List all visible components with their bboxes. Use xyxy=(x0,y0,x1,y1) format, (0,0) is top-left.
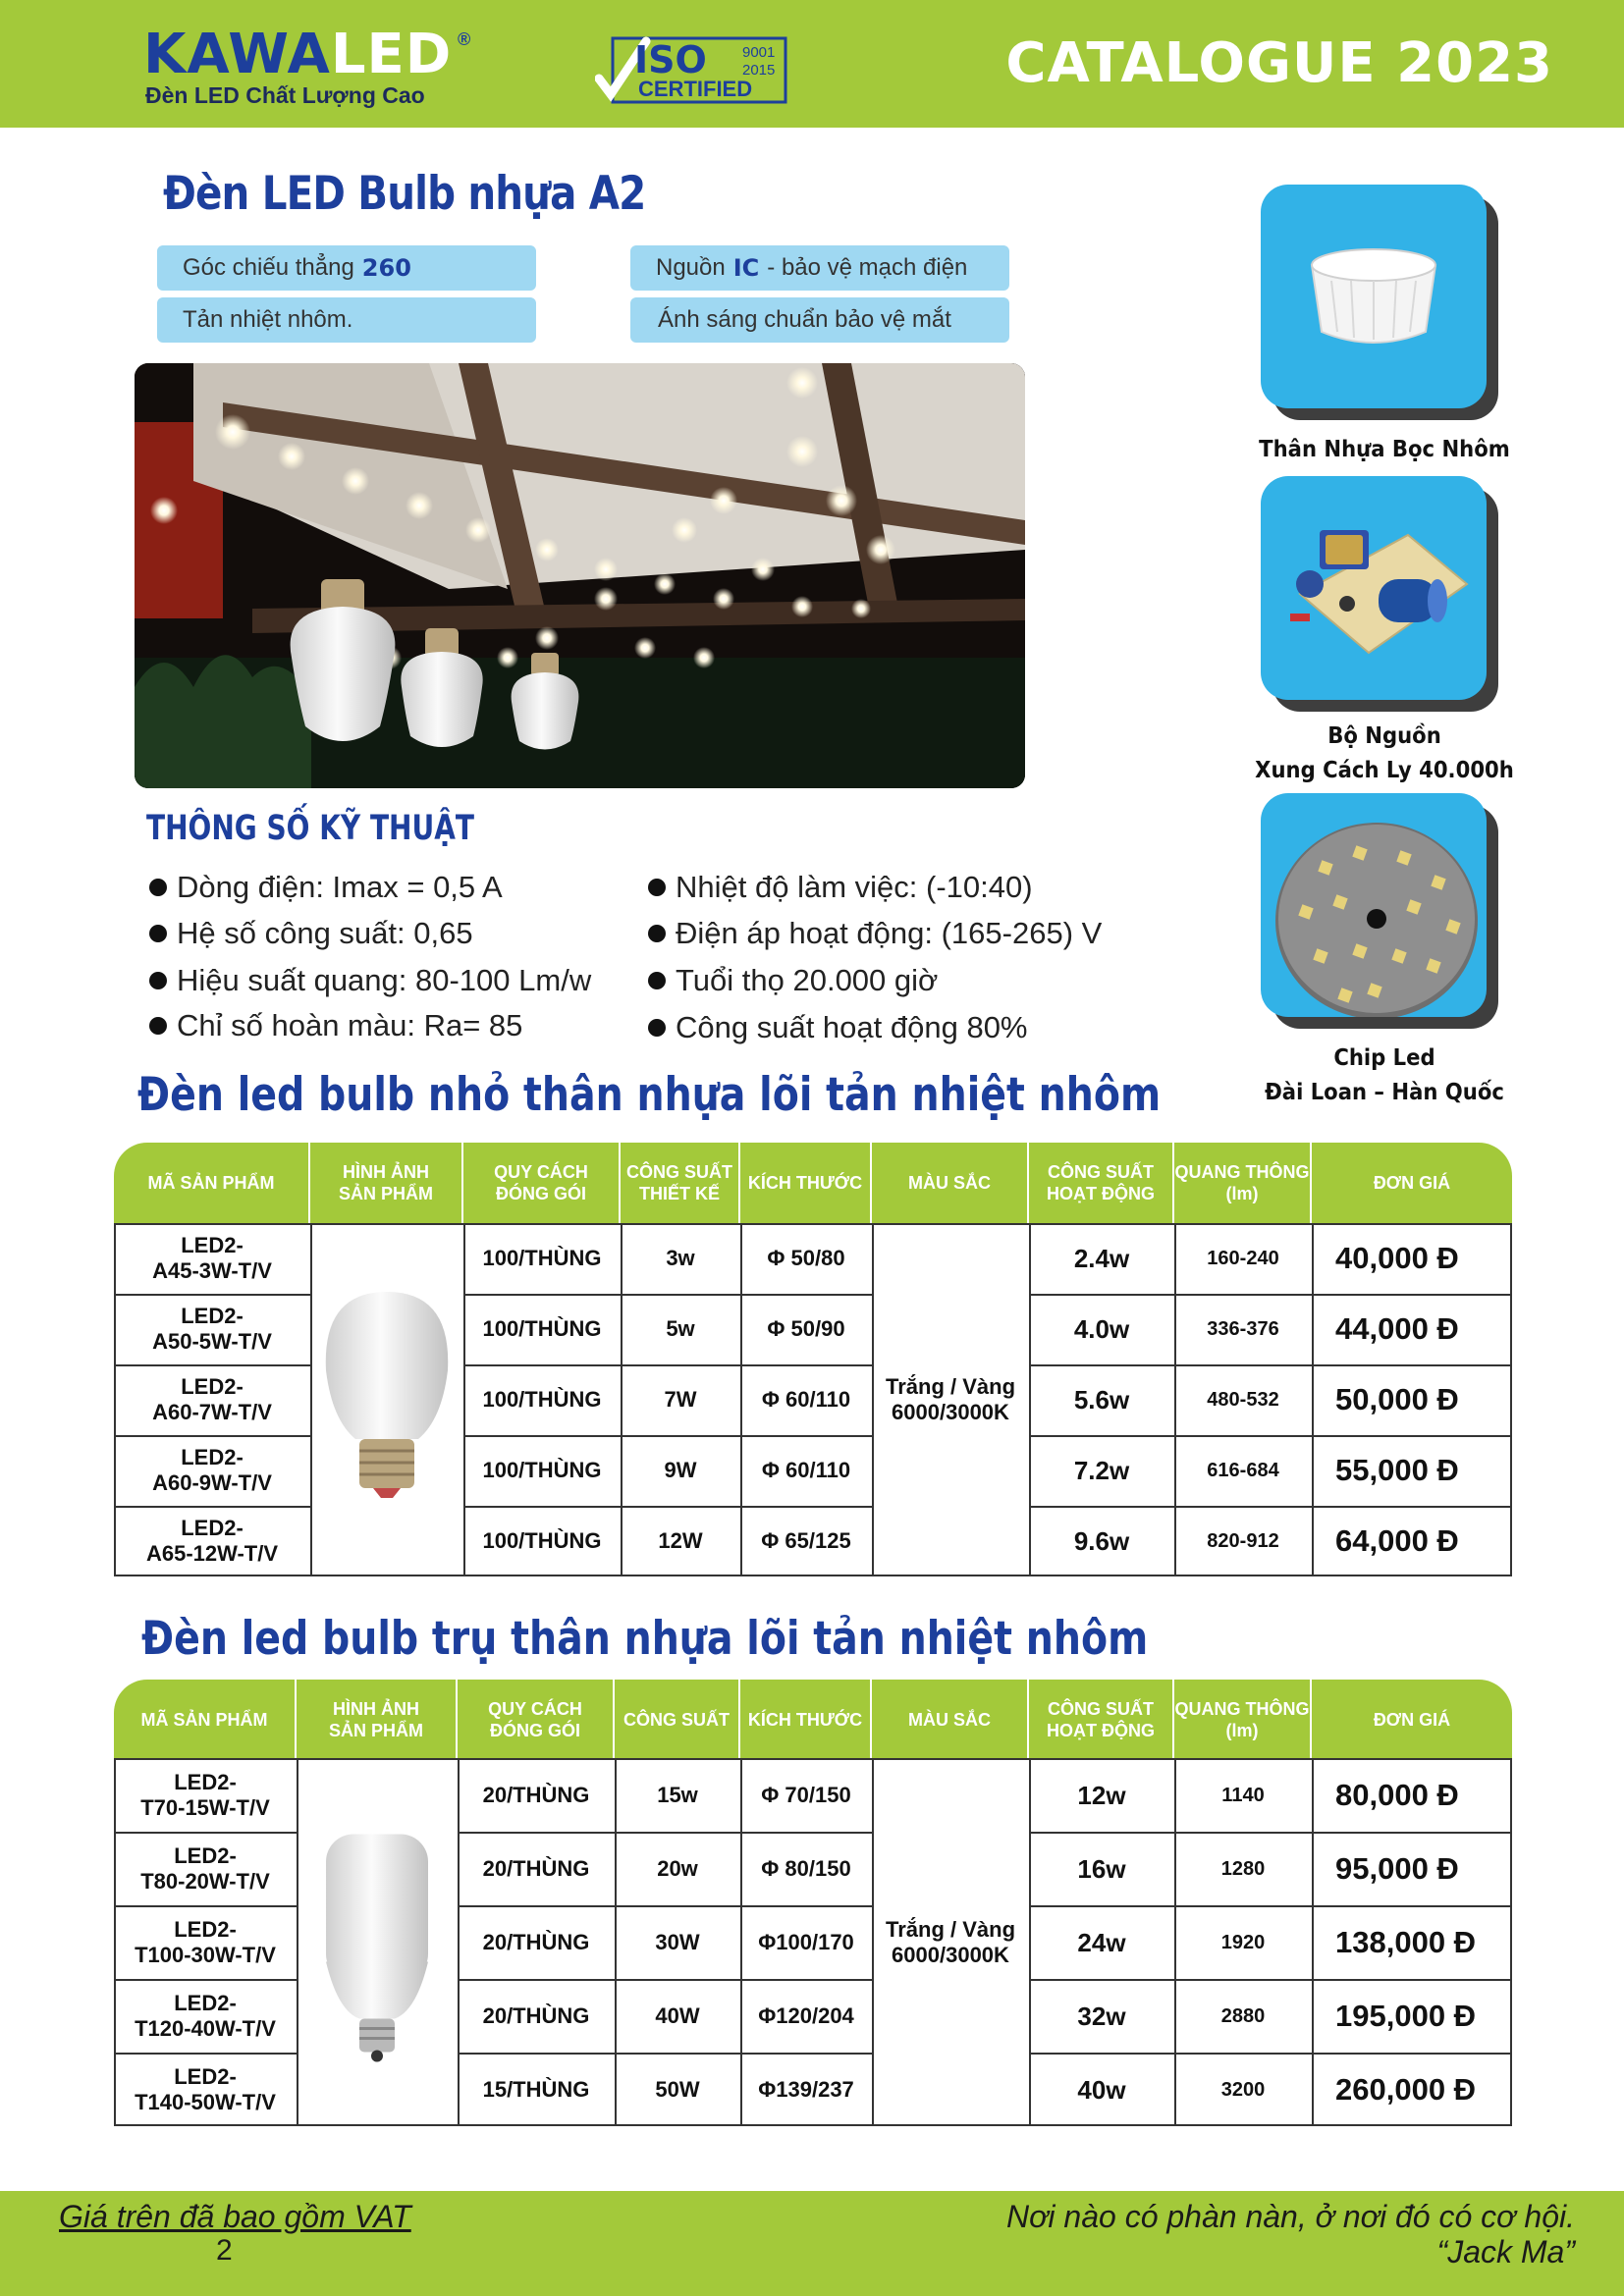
table-cell-price: 260,000 Đ xyxy=(1335,2071,1477,2107)
table-cell-lumen: 616-684 xyxy=(1207,1460,1279,1481)
vat-note: Giá trên đã bao gồm VAT xyxy=(59,2199,411,2234)
product-title: Đèn LED Bulb nhựa A2 xyxy=(163,167,646,221)
feature-pill: Nguồn IC - bảo vệ mạch điện xyxy=(630,245,1009,291)
column-header: MÃ SẢN PHẨM xyxy=(114,1680,297,1760)
spec-item: Dòng điện: Imax = 0,5 A xyxy=(149,870,503,905)
iso-text: ISO xyxy=(634,38,707,81)
table-cell-lumen: 1920 xyxy=(1220,1931,1266,1953)
kawaled-logo: KAWALED xyxy=(143,23,453,86)
table2-title: Đèn led bulb trụ thân nhựa lõi tản nhiệt nhôm xyxy=(141,1612,1149,1666)
table-cell-pack: 100/THÙNG xyxy=(482,1387,602,1412)
table-cell-power: 3w xyxy=(666,1246,695,1270)
table-cell-size: Φ 50/80 xyxy=(767,1246,845,1270)
table-cell-code: LED2- A60-9W-T/V xyxy=(152,1445,272,1495)
column-header: HÌNH ẢNH SẢN PHẨM xyxy=(310,1143,463,1223)
table1 xyxy=(114,1143,1512,1578)
iso-certified-badge xyxy=(595,33,787,106)
page-number: 2 xyxy=(216,2234,233,2267)
table-cell-pack: 100/THÙNG xyxy=(482,1246,602,1270)
table-cell-size: Φ 60/110 xyxy=(761,1458,851,1482)
table-cell-price: 50,000 Đ xyxy=(1335,1382,1459,1416)
table-cell-price: 95,000 Đ xyxy=(1335,1850,1459,1886)
column-header: CÔNG SUẤT HOẠT ĐỘNG xyxy=(1029,1143,1174,1223)
table-cell-price: 80,000 Đ xyxy=(1335,1777,1459,1812)
feature-pill: Góc chiếu thẳng 260 xyxy=(157,245,536,291)
table-cell-lumen: 480-532 xyxy=(1207,1389,1279,1411)
driver-feature-box xyxy=(1261,476,1498,712)
table-cell-power: 12W xyxy=(658,1528,703,1553)
spec-item: Điện áp hoạt động: (165-265) V xyxy=(648,916,1102,951)
spec-item: Hiệu suất quang: 80-100 Lm/w xyxy=(149,963,591,998)
column-header: MÀU SẮC xyxy=(872,1680,1029,1760)
table-cell-op: 9.6w xyxy=(1073,1526,1130,1556)
table1-title: Đèn led bulb nhỏ thân nhựa lõi tản nhiệt nhôm xyxy=(137,1068,1162,1122)
table-cell-size: Φ 80/150 xyxy=(761,1855,851,1881)
table-divider xyxy=(1312,1223,1314,1576)
table-cell-lumen: 1280 xyxy=(1220,1857,1266,1880)
spec-item: Hệ số công suất: 0,65 xyxy=(149,916,473,951)
table1-product-image xyxy=(310,1223,463,1576)
column-header: QUANG THÔNG (lm) xyxy=(1174,1143,1312,1223)
table-cell-code: LED2- T100-30W-T/V xyxy=(135,1916,276,1967)
table-cell-pack: 100/THÙNG xyxy=(482,1528,602,1553)
catalogue-title: CATALOGUE 2023 xyxy=(1005,31,1553,95)
column-header: ĐƠN GIÁ xyxy=(1373,1710,1451,1730)
column-header: KÍCH THƯỚC xyxy=(740,1143,872,1223)
table-cell-size: Φ120/204 xyxy=(758,2002,854,2028)
table-cell-power: 40W xyxy=(655,2002,700,2028)
chip-caption: Chip Led Đài Loan – Hàn Quốc xyxy=(1265,1045,1504,1105)
table-cell-price: 55,000 Đ xyxy=(1335,1453,1459,1487)
table-cell-pack: 20/THÙNG xyxy=(482,1855,590,1881)
table-cell-size: Φ100/170 xyxy=(758,1929,854,1954)
table-cell-power: 50W xyxy=(655,2076,700,2102)
table-cell-lumen: 3200 xyxy=(1220,2078,1266,2101)
table-cell-code: LED2- T120-40W-T/V xyxy=(135,1990,276,2041)
table2-product-image xyxy=(297,1758,458,2126)
table-cell-lumen: 336-376 xyxy=(1207,1318,1279,1340)
table-cell-price: 40,000 Đ xyxy=(1335,1241,1459,1275)
column-header: MÃ SẢN PHẨM xyxy=(114,1143,310,1223)
column-header: CÔNG SUẤT THIẾT KẾ xyxy=(621,1143,740,1223)
table-cell-code: LED2- A45-3W-T/V xyxy=(152,1233,272,1283)
spec-item: Chỉ số hoàn màu: Ra= 85 xyxy=(149,1008,522,1043)
table-cell-pack: 20/THÙNG xyxy=(482,1782,590,1807)
table-cell-code: LED2- T80-20W-T/V xyxy=(140,1842,270,1894)
table2 xyxy=(114,1680,1512,2129)
table-cell-power: 20w xyxy=(657,1855,698,1881)
table-cell-lumen: 2880 xyxy=(1220,2004,1266,2027)
table-cell-price: 64,000 Đ xyxy=(1335,1523,1459,1558)
housing-feature-box xyxy=(1261,185,1498,420)
table-cell-code: LED2- A50-5W-T/V xyxy=(152,1304,272,1354)
table-cell-code: LED2- T140-50W-T/V xyxy=(135,2063,276,2114)
table-cell-size: Φ 50/90 xyxy=(767,1316,845,1341)
column-header: QUY CÁCH ĐÓNG GÓI xyxy=(458,1680,615,1760)
table-cell-lumen: 160-240 xyxy=(1207,1248,1279,1269)
table-cell-op: 5.6w xyxy=(1073,1385,1130,1415)
specs-title: THÔNG SỐ KỸ THUẬT xyxy=(146,809,474,848)
table-cell-code: LED2- T70-15W-T/V xyxy=(140,1769,270,1820)
driver-caption: Bộ Nguồn Xung Cách Ly 40.000h xyxy=(1255,723,1514,783)
quote-text: Nơi nào có phàn nàn, ở nơi đó có cơ hội. xyxy=(1005,2199,1575,2234)
color-cell: Trắng / Vàng 6000/3000K xyxy=(885,1916,1016,1967)
table-cell-lumen: 1140 xyxy=(1221,1784,1265,1806)
registered-mark: ® xyxy=(458,29,471,49)
column-header: KÍCH THƯỚC xyxy=(740,1680,872,1760)
table1-header xyxy=(114,1143,1512,1223)
iso-year2: 2015 xyxy=(742,62,776,79)
table-cell-power: 7W xyxy=(664,1387,697,1412)
table-divider xyxy=(1312,1758,1314,2126)
spec-item: Tuổi thọ 20.000 giờ xyxy=(648,963,938,998)
table-cell-pack: 20/THÙNG xyxy=(482,1929,590,1954)
column-header: CÔNG SUẤT HOẠT ĐỘNG xyxy=(1029,1680,1174,1760)
table-cell-op: 12w xyxy=(1077,1780,1126,1810)
column-header: MÀU SẮC xyxy=(872,1143,1029,1223)
table-cell-lumen: 820-912 xyxy=(1207,1530,1279,1552)
iso-certified: CERTIFIED xyxy=(638,77,753,101)
table-cell-op: 40w xyxy=(1077,2074,1126,2105)
table-cell-pack: 100/THÙNG xyxy=(482,1458,602,1482)
column-header: ĐƠN GIÁ xyxy=(1373,1173,1451,1193)
table-cell-size: Φ 65/125 xyxy=(761,1528,851,1553)
product-photo xyxy=(135,363,1025,788)
feature-pill: Ánh sáng chuẩn bảo vệ mắt xyxy=(630,297,1009,343)
table-cell-power: 30W xyxy=(655,1929,700,1954)
spec-item: Nhiệt độ làm việc: (-10:40) xyxy=(648,870,1033,905)
column-header: CÔNG SUẤT xyxy=(615,1680,740,1760)
table-cell-code: LED2- A65-12W-T/V xyxy=(145,1516,279,1566)
table-cell-op: 24w xyxy=(1077,1927,1126,1957)
color-cell: Trắng / Vàng 6000/3000K xyxy=(885,1374,1016,1424)
column-header: HÌNH ẢNH SẢN PHẨM xyxy=(297,1680,458,1760)
table-cell-op: 32w xyxy=(1077,2001,1126,2031)
table-cell-power: 15w xyxy=(657,1782,698,1807)
table-cell-price: 138,000 Đ xyxy=(1335,1924,1477,1959)
iso-year1: 9001 xyxy=(742,44,776,61)
table-cell-size: Φ 60/110 xyxy=(761,1387,851,1412)
table-cell-op: 4.0w xyxy=(1073,1314,1130,1344)
table-cell-size: Φ 70/150 xyxy=(761,1782,851,1807)
table-cell-power: 5w xyxy=(666,1316,695,1341)
column-header: QUY CÁCH ĐÓNG GÓI xyxy=(463,1143,621,1223)
table-cell-size: Φ139/237 xyxy=(758,2076,854,2102)
table2-header xyxy=(114,1680,1512,1760)
table-cell-pack: 100/THÙNG xyxy=(482,1316,602,1341)
quote-author: “Jack Ma” xyxy=(1436,2234,1575,2269)
column-header: QUANG THÔNG (lm) xyxy=(1174,1680,1312,1760)
table-cell-op: 7.2w xyxy=(1073,1456,1130,1485)
table-cell-pack: 15/THÙNG xyxy=(482,2076,590,2102)
table-cell-op: 16w xyxy=(1077,1853,1126,1884)
table-cell-code: LED2- A60-7W-T/V xyxy=(152,1374,272,1424)
chip-feature-box xyxy=(1261,793,1498,1029)
table-cell-op: 2.4w xyxy=(1073,1244,1130,1273)
spec-item: Công suất hoạt động 80% xyxy=(648,1010,1028,1045)
table-cell-price: 195,000 Đ xyxy=(1335,1998,1477,2033)
table-cell-price: 44,000 Đ xyxy=(1335,1311,1459,1346)
table-cell-power: 9W xyxy=(664,1458,697,1482)
table-cell-pack: 20/THÙNG xyxy=(482,2002,590,2028)
feature-pill: Tản nhiệt nhôm. xyxy=(157,297,536,343)
housing-caption: Thân Nhựa Bọc Nhôm xyxy=(1259,437,1510,462)
tagline: Đèn LED Chất Lượng Cao xyxy=(145,82,425,108)
